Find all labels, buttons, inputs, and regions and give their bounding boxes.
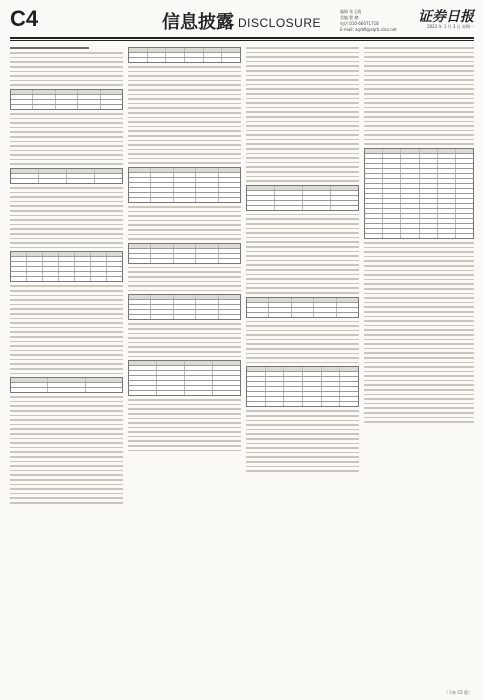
- data-table: [10, 377, 123, 393]
- data-table: [10, 251, 123, 282]
- text-block: [246, 47, 359, 182]
- text-block: [10, 396, 123, 503]
- column-2: [128, 44, 241, 690]
- text-block: [128, 206, 241, 240]
- text-block: [10, 285, 123, 374]
- column-3: [246, 44, 359, 690]
- text-block: [246, 410, 359, 471]
- data-table: [128, 294, 241, 320]
- masthead: [10, 6, 474, 36]
- editor-info: [340, 9, 430, 33]
- editor-line: 编辑 张玉霞: [340, 9, 362, 14]
- data-table: [364, 148, 474, 239]
- data-table: [10, 168, 123, 184]
- header-rule: [10, 37, 474, 39]
- phone-line: 电话 010-66071718: [340, 21, 379, 26]
- text-block: [10, 52, 123, 86]
- header-rule-thin: [10, 40, 474, 41]
- newspaper-logo: 证券日报: [418, 9, 474, 25]
- data-table: [128, 167, 241, 203]
- text-block: [128, 399, 241, 451]
- data-table: [246, 366, 359, 407]
- email-line: E-mail: zqrb9@zqrb.sina.net: [340, 27, 397, 32]
- data-table: [128, 47, 241, 63]
- text-block: [246, 321, 359, 364]
- text-block: [128, 323, 241, 357]
- continued-note: （下转 C5 版）: [444, 690, 472, 695]
- text-block: [128, 267, 241, 292]
- text-block: [128, 66, 241, 164]
- text-block: [10, 113, 123, 165]
- column-4: [364, 44, 474, 690]
- data-table: [10, 89, 123, 110]
- text-block: [246, 214, 359, 294]
- data-table: [128, 243, 241, 264]
- data-table: [128, 360, 241, 396]
- issue-date: 2022 年 1 月 3 日 星期一: [427, 24, 474, 29]
- section-title-en: DISCLOSURE: [238, 16, 322, 30]
- text-block: [364, 242, 474, 423]
- text-block: [10, 187, 123, 248]
- text-block: [364, 47, 474, 145]
- data-table: [246, 297, 359, 318]
- data-table: [246, 185, 359, 211]
- column-heading-bar: [10, 47, 89, 49]
- column-1: [10, 44, 123, 690]
- designer-line: 美编 程 鹏: [340, 15, 359, 20]
- page-number: C4: [10, 6, 39, 31]
- section-title: 信息披露: [162, 12, 234, 33]
